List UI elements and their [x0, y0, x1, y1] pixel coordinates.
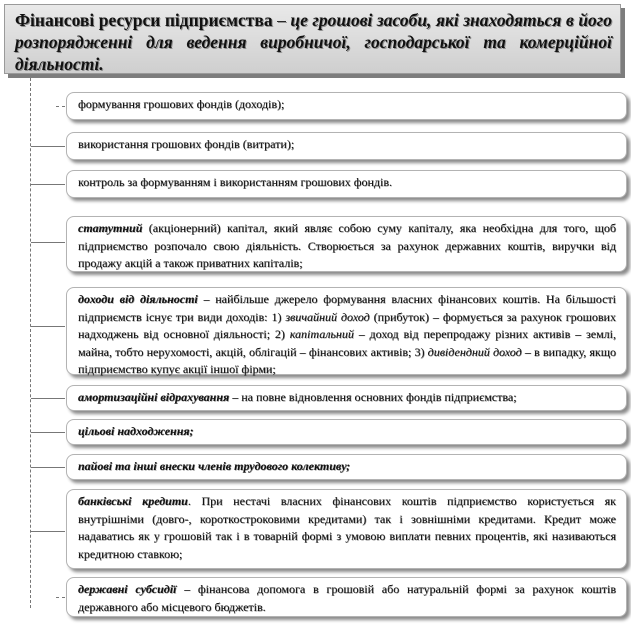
item-lead: державні субсидії [78, 582, 177, 596]
item-member-contributions [66, 454, 627, 480]
item-text: використання грошових фондів (витрати); [78, 137, 295, 151]
connector-3 [31, 184, 65, 185]
item-text: – на повне відновлення основних фондів підприємства; [229, 390, 517, 404]
item-text: – в випадку, якщо підприємство купує акції іншої фірми; [78, 344, 617, 376]
item-text: . При нестачі власних фінансових коштів підприємство користується як внутрішніми (довго-, короткостроковими кредитами) так і зовнішніми кредитами. Кредит може надаватись як у грошовій так і в товарній формі з умовою виплати певних процентів, які називаються кредитною ставкою; [78, 494, 616, 561]
item-text: (акціонерний) капітал, який являє собою суму капіталу, яка необхідна для того, щоб підприємство розпочало свою діяльність. Створюється за рахунок державних коштів, виручки від продажу акцій а також приватних капіталів; [78, 221, 616, 270]
item-statutory-capital [66, 216, 627, 272]
item-text: формування грошових фондів (доходів); [78, 97, 285, 111]
header-definition: це грошові засоби, які знаходяться в його розпорядженні для ведення виробничої, господарської та комерційної діяльності. [15, 10, 613, 74]
item-depreciation [66, 385, 627, 411]
definition-header [4, 4, 621, 74]
trunk-line [30, 78, 31, 608]
item-text: (прибуток) – формується за рахунок грошових надходжень від основної діяльності; 2) [78, 309, 616, 341]
item-text: – доход від перепродажу різних активів – землі, майна, тобто нерухомості, акцій, облігацій – фінансових активів; 3) [78, 327, 616, 359]
header-term: Фінансові ресурси підприємства [15, 10, 273, 30]
item-control-funds [66, 170, 627, 198]
item-italic: дивідендний доход [427, 344, 522, 359]
item-state-subsidies [66, 577, 627, 617]
connector-7 [31, 432, 65, 433]
item-text: контроль за формуванням і використанням грошових фондів. [78, 175, 392, 189]
connector-9 [31, 531, 65, 532]
connector-10 [56, 597, 65, 598]
item-lead: доходи від діяльності [78, 292, 198, 306]
item-italic: капітальний [289, 327, 354, 341]
connector-1 [56, 106, 65, 107]
item-lead: банківські кредити [78, 494, 188, 508]
item-lead: статутний [78, 221, 143, 235]
item-using-funds [66, 132, 627, 160]
connector-6 [31, 398, 65, 399]
item-text: – найбільше джерело формування власних фінансових коштів. На більшості підприємств існує три види доходів: 1) [78, 292, 616, 324]
connector-8 [31, 467, 65, 468]
item-lead: пайові та інші внески членів трудового колективу; [78, 459, 351, 473]
connector-4 [31, 242, 65, 243]
item-italic: звичайний доход [285, 309, 370, 324]
item-forming-funds [66, 92, 627, 120]
item-operating-income [66, 287, 627, 375]
item-targeted-receipts [66, 419, 627, 445]
item-lead: амортизаційні відрахування [78, 390, 230, 404]
connector-5 [31, 326, 65, 327]
item-lead: цільові надходження; [78, 424, 194, 438]
item-bank-loans [66, 489, 627, 569]
connector-2 [31, 146, 65, 147]
header-dash: – [272, 10, 291, 30]
item-text: – фінансова допомога в грошовій або натуральній формі за рахунок коштів державного або місцевого бюджетів. [78, 582, 616, 614]
